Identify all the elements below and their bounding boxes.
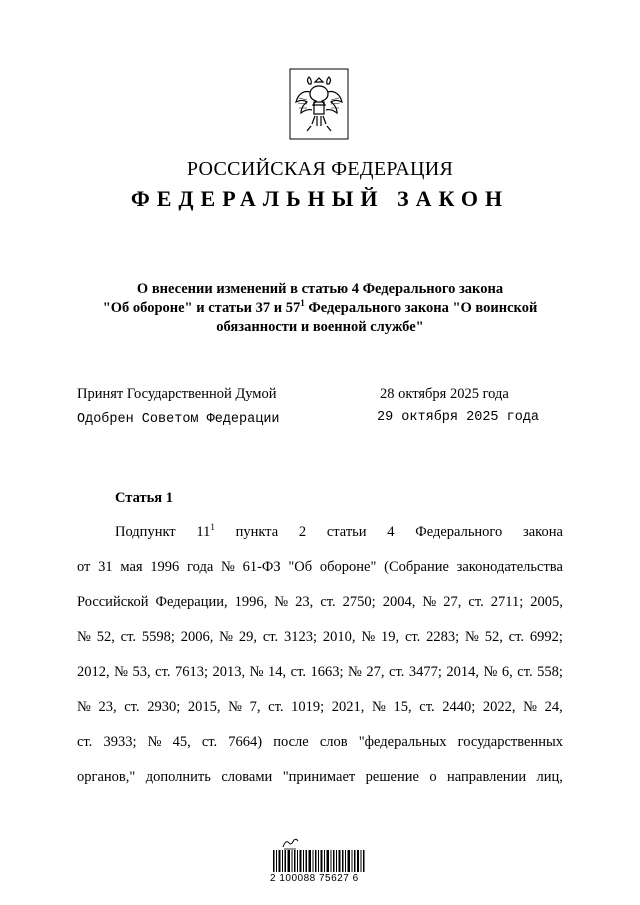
word: 5598; <box>141 629 175 645</box>
duma-adoption-label: Принят Государственной Думой <box>77 386 277 402</box>
word: ст. <box>201 734 218 750</box>
word: закона <box>523 524 563 540</box>
word: от <box>77 559 91 575</box>
word: 2004, <box>382 594 416 610</box>
council-approval-date: 29 октября 2025 года <box>377 410 540 425</box>
law-title <box>60 280 580 337</box>
word: направлении <box>447 769 527 785</box>
word: после <box>273 734 309 750</box>
word <box>196 524 214 541</box>
word: 52, <box>484 629 503 645</box>
superscript: 1 <box>300 298 305 308</box>
duma-adoption-date: 28 октября 2025 года <box>380 386 509 402</box>
word: 2930; <box>147 699 181 715</box>
word: "принимает <box>282 769 356 785</box>
word: 1663; <box>310 664 344 680</box>
word: № <box>523 699 538 715</box>
word: № <box>219 629 233 645</box>
word: № <box>465 629 479 645</box>
word: Федерации, <box>155 594 228 610</box>
word: 2711; <box>490 594 524 610</box>
word: ст. <box>508 629 524 645</box>
word: 2013, <box>212 664 246 680</box>
word: 2015, <box>187 699 221 715</box>
word: ст. <box>268 699 284 715</box>
word: 29, <box>238 629 257 645</box>
word: 24, <box>544 699 563 715</box>
word: ст. <box>389 664 405 680</box>
article-line <box>77 734 563 751</box>
word: 52, <box>96 629 115 645</box>
word: 6992; <box>529 629 563 645</box>
word: Федерального <box>415 524 503 540</box>
article-line <box>77 664 563 681</box>
law-title-line <box>60 299 580 318</box>
word: 2750; <box>342 594 376 610</box>
word: ст. <box>419 699 435 715</box>
law-title-line: обязанности и военной службе" <box>216 319 424 335</box>
word: 3933; <box>103 734 137 750</box>
word: года <box>187 559 214 575</box>
word: ст. <box>262 629 279 645</box>
article-line <box>77 594 563 611</box>
law-title-line: О внесении изменений в статью 4 Федерального закона <box>136 281 504 297</box>
word: 23, <box>98 699 117 715</box>
word: ст. <box>517 664 533 680</box>
word: 1996 <box>150 559 180 575</box>
word: 7613; <box>174 664 208 680</box>
word: пункта <box>235 524 279 540</box>
word: № <box>221 559 235 575</box>
coat-of-arms-emblem-icon <box>289 68 349 140</box>
word: 53, <box>132 664 151 680</box>
word: 6, <box>501 664 513 680</box>
word: 2010, <box>322 629 356 645</box>
word: № <box>228 699 242 715</box>
word: № <box>77 629 91 645</box>
word: 19, <box>381 629 400 645</box>
council-approval-label: Одобрен Советом Федерации <box>77 412 280 427</box>
word: о <box>429 769 437 785</box>
barcode-number: 2 100088 75627 6 <box>270 873 359 884</box>
word: ст. <box>77 734 93 750</box>
word: 2012, <box>77 664 110 680</box>
country-name: РОССИЙСКАЯ ФЕДЕРАЦИЯ <box>186 158 454 180</box>
word: 3123; <box>283 629 317 645</box>
word: государственных <box>457 734 563 750</box>
article-line <box>77 699 563 716</box>
word: 2021, <box>331 699 365 715</box>
word: 558; <box>537 664 563 680</box>
law-title-text: "Об обороне" и статьи 37 и 57 <box>102 300 301 316</box>
word: 14, <box>268 664 287 680</box>
word-text: 11 <box>196 524 211 540</box>
word: лиц, <box>536 769 563 785</box>
word: 1996, <box>234 594 268 610</box>
superscript: 1 <box>210 522 215 532</box>
article-line <box>77 629 563 646</box>
word: 23, <box>295 594 314 610</box>
word: "федеральных <box>358 734 447 750</box>
word: № <box>114 664 128 680</box>
word: 2440; <box>442 699 476 715</box>
word: 31 <box>98 559 113 575</box>
word: дополнить <box>145 769 211 785</box>
barcode-icon <box>273 850 365 872</box>
word: ст. <box>124 699 140 715</box>
word: ст. <box>404 629 421 645</box>
word: ст. <box>120 629 136 645</box>
law-type-heading: ФЕДЕРАЛЬНЫЙ ЗАКОН <box>130 186 510 211</box>
word: 2283; <box>426 629 460 645</box>
word: 27, <box>443 594 462 610</box>
word: 61-ФЗ <box>242 559 281 575</box>
word: 2014, <box>446 664 480 680</box>
word: № <box>422 594 437 610</box>
word: № <box>274 594 289 610</box>
word: 1019; <box>291 699 325 715</box>
word: № <box>372 699 386 715</box>
word: 4 <box>387 524 395 540</box>
word: 7664) <box>228 734 263 750</box>
word: 2 <box>298 524 307 540</box>
word: 2006, <box>180 629 214 645</box>
word: № <box>249 664 264 680</box>
word: статьи <box>326 524 367 540</box>
word: № <box>361 629 376 645</box>
word: решение <box>365 769 419 785</box>
word: № <box>348 664 362 680</box>
word: Российской <box>77 594 149 610</box>
word: № <box>147 734 162 750</box>
word: обороне" <box>319 559 377 575</box>
word: ст. <box>468 594 484 610</box>
word: 27, <box>366 664 385 680</box>
word: "Об <box>288 559 313 575</box>
article-line <box>77 769 563 786</box>
word: № <box>77 699 91 715</box>
word: ст. <box>320 594 336 610</box>
word: органов," <box>77 769 136 785</box>
article-heading: Статья 1 <box>115 490 173 506</box>
word: слов <box>319 734 348 750</box>
word: 2005, <box>530 594 563 610</box>
word: 3477; <box>408 664 442 680</box>
word: ст. <box>155 664 171 680</box>
word: законодательства <box>456 559 563 575</box>
word: ст. <box>290 664 306 680</box>
word: 7, <box>249 699 261 715</box>
word: мая <box>120 559 143 575</box>
word: (Собрание <box>384 559 449 575</box>
law-title-text: Федерального закона "О воинской <box>304 300 538 316</box>
word: 15, <box>393 699 412 715</box>
signature-mark-icon <box>281 836 299 850</box>
article-line <box>77 559 563 576</box>
word: № <box>483 664 498 680</box>
article-line <box>115 524 563 541</box>
word: Подпункт <box>115 524 176 540</box>
word: 45, <box>172 734 191 750</box>
word: словами <box>221 769 273 785</box>
word: 2022, <box>482 699 516 715</box>
